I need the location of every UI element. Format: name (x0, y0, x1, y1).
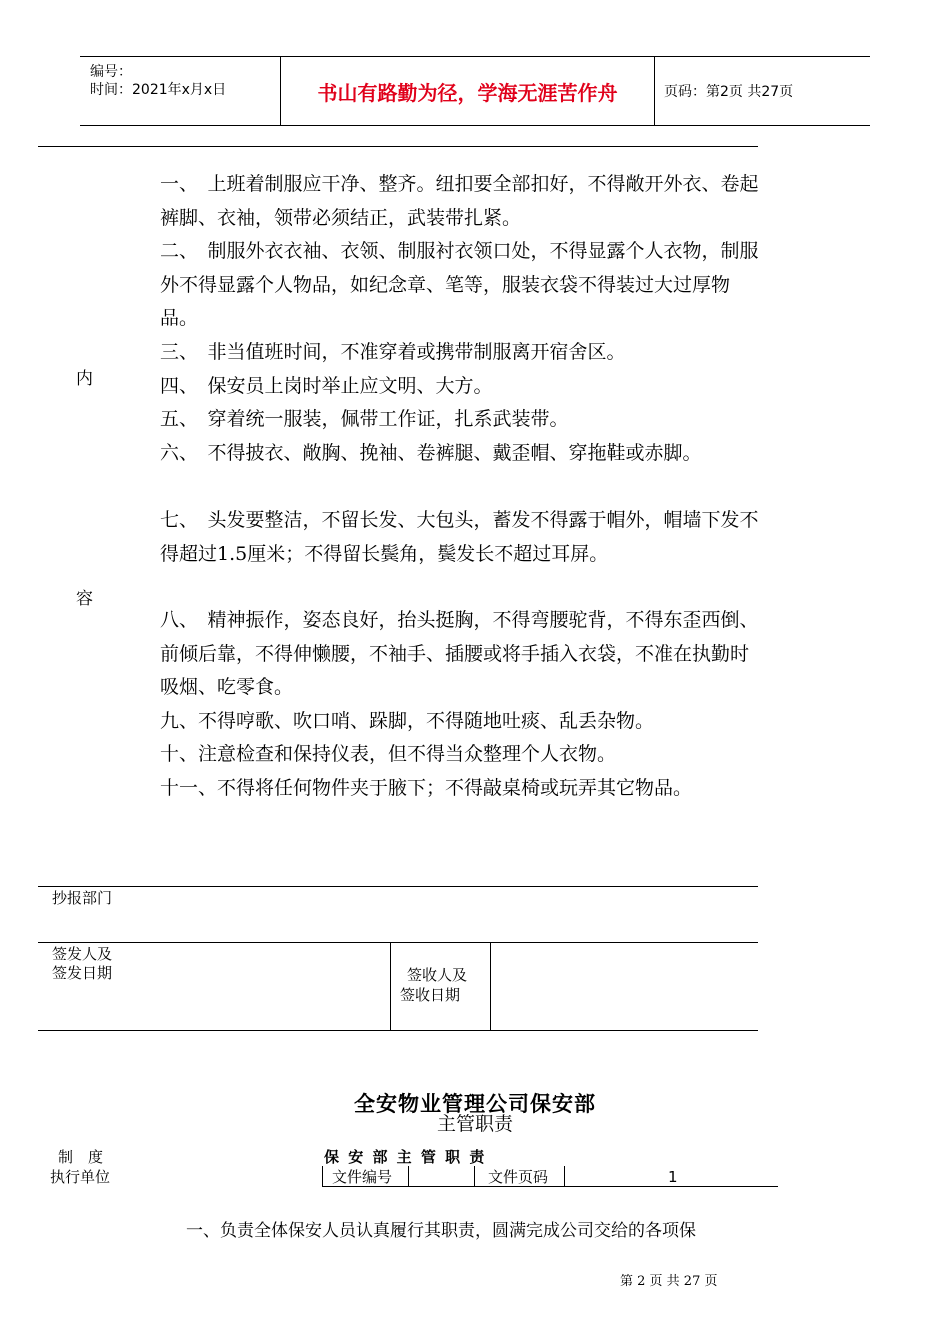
page-footer: 第 2 页 共 27 页 (620, 1274, 718, 1289)
rule-item: 二、 制服外衣衣袖、衣领、制服衬衣领口处，不得显露个人衣物，制服外不得显露个人物品，如纪念章、笔等，服装衣袋不得装过大过厚物品。 (160, 240, 759, 329)
header-page-info: 页码：第2页 共27页 (664, 84, 794, 100)
rule-item: 三、 非当值班时间，不准穿着或携带制服离开宿舍区。 (160, 341, 626, 363)
rule-item: 九、不得哼歌、吹口哨、跺脚，不得随地吐痰、乱丢杂物。 (160, 710, 655, 732)
issuer-label-2: 签发日期 (52, 964, 113, 982)
rule-item: 四、 保安员上岗时举止应文明、大方。 (160, 375, 493, 397)
doc-time-label: 时间：2021年x月x日 (90, 82, 227, 98)
form-cell-divider (390, 942, 391, 1030)
next-doc-subtitle: 主管职责 (436, 1113, 513, 1135)
rule-item: 五、 穿着统一服装，佩带工作证，扎系武装带。 (160, 408, 569, 430)
next-doc-title: 全安物业管理公司保安部 (354, 1092, 596, 1116)
rule-item: 六、 不得披衣、敞胸、挽袖、卷裤腿、戴歪帽、穿拖鞋或赤脚。 (160, 442, 702, 464)
receiver-label-2: 签收日期 (400, 986, 461, 1004)
file-cell-divider (564, 1166, 565, 1186)
form-row-border (38, 886, 758, 887)
file-cell-divider (322, 1166, 323, 1186)
doc-number-label: 编号： (90, 64, 132, 80)
form-cell-divider (490, 942, 491, 1030)
page-header (80, 56, 870, 126)
header-motto: 书山有路勤为径，学海无涯苦作舟 (281, 57, 655, 125)
file-no-label: 文件编号 (332, 1168, 393, 1186)
form-row-border (38, 942, 758, 943)
rule-item: 十、注意检查和保持仪表，但不得当众整理个人衣物。 (160, 743, 617, 765)
issuer-label-1: 签发人及 (52, 945, 113, 963)
system-value: 保 安 部 主 管 职 责 (324, 1148, 487, 1166)
file-cell-divider (408, 1166, 409, 1186)
file-page-label: 文件页码 (488, 1168, 549, 1186)
content-top-border (38, 146, 758, 147)
duty-first-line: 一、负责全体保安人员认真履行其职责，圆满完成公司交给的各项保 (186, 1221, 696, 1241)
receiver-label-1: 签收人及 (407, 966, 468, 984)
copy-dept-label: 抄报部门 (52, 889, 113, 907)
file-cell-divider (474, 1166, 475, 1186)
rule-item: 一、 上班着制服应干净、整齐。纽扣要全部扣好，不得敞开外衣、卷起裤脚、衣袖，领带必须结正，武装带扎紧。 (160, 173, 759, 229)
rule-item: 八、 精神振作，姿态良好，抬头挺胸，不得弯腰驼背，不得东歪西倒、前倾后靠，不得伸懒腰，不袖手、插腰或将手插入衣袋，不准在执勤时吸烟、吃零食。 (160, 609, 759, 698)
rule-item: 十一、不得将任何物件夹于腋下；不得敲桌椅或玩弄其它物品。 (160, 777, 693, 799)
file-page-value: 1 (668, 1168, 678, 1186)
exec-unit-label: 执行单位 (50, 1168, 111, 1186)
form-bottom-border (38, 1030, 758, 1031)
side-label-nei: 内 (76, 369, 93, 389)
rule-item: 七、 头发要整洁，不留长发、大包头，蓄发不得露于帽外，帽墙下发不得超过1.5厘米；不得留长鬓角，鬓发长不超过耳屏。 (160, 509, 759, 565)
file-row-underline (322, 1186, 778, 1187)
header-meta (80, 57, 281, 125)
system-label: 制 度 (58, 1148, 104, 1166)
side-label-rong: 容 (76, 589, 93, 609)
